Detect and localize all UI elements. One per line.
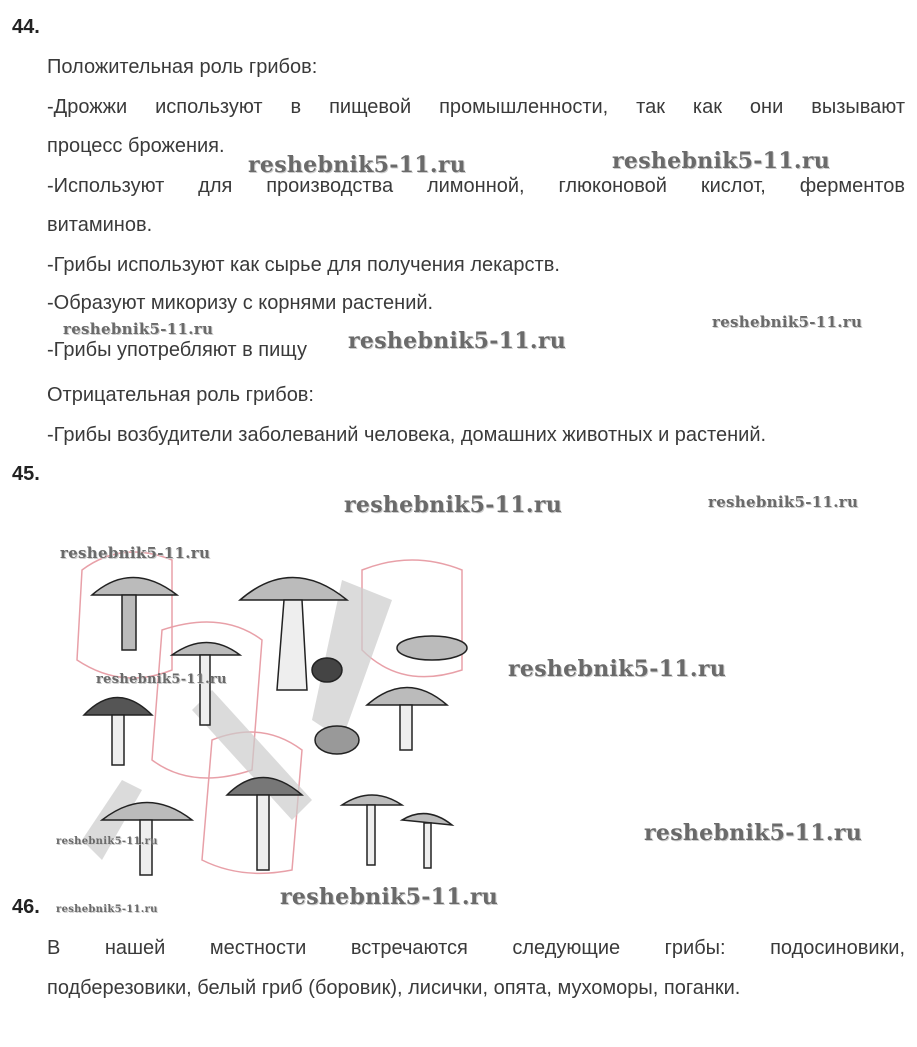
text-line: -Дрожжи используют в пищевой промышленности, так как они вызывают — [47, 96, 905, 118]
watermark: reshebnik5-11.ru — [348, 328, 567, 354]
text-line: Положительная роль грибов: — [47, 56, 318, 78]
watermark: reshebnik5-11.ru — [612, 148, 831, 174]
text-line: -Грибы возбудители заболеваний человека, домашних животных и растений. — [47, 424, 767, 446]
text-line: -Образуют микоризу с корнями растений. — [47, 292, 434, 314]
text-line: процесс брожения. — [47, 135, 225, 157]
watermark: reshebnik5-11.ru — [712, 313, 863, 331]
text-line: витаминов. — [47, 214, 153, 236]
mushrooms-illustration — [62, 540, 472, 882]
text-line: -Грибы используют как сырье для получения лекарств. — [47, 254, 560, 276]
text-line: В нашей местности встречаются следующие грибы: подосиновики, — [47, 937, 905, 959]
watermark: reshebnik5-11.ru — [63, 320, 214, 338]
watermark: reshebnik5-11.ru — [644, 820, 863, 846]
task-44-number: 44. — [12, 16, 40, 38]
watermark: reshebnik5-11.ru — [60, 544, 211, 562]
text-line: подберезовики, белый гриб (боровик), лисички, опята, мухоморы, поганки. — [47, 977, 741, 999]
watermark: reshebnik5-11.ru — [508, 656, 727, 682]
text-line: -Используют для производства лимонной, глюконовой кислот, ферментов — [47, 175, 905, 197]
watermark: reshebnik5-11.ru — [280, 884, 499, 910]
text-line: Отрицательная роль грибов: — [47, 384, 314, 406]
watermark: reshebnik5-11.ru — [56, 836, 158, 847]
watermark: reshebnik5-11.ru — [56, 904, 158, 915]
text-line: -Грибы употребляют в пищу — [47, 339, 307, 361]
watermark: reshebnik5-11.ru — [708, 493, 859, 511]
watermark: reshebnik5-11.ru — [344, 492, 563, 518]
watermark: reshebnik5-11.ru — [96, 672, 227, 687]
task-46-number: 46. — [12, 896, 40, 918]
task-45-number: 45. — [12, 463, 40, 485]
watermark: reshebnik5-11.ru — [248, 152, 467, 178]
